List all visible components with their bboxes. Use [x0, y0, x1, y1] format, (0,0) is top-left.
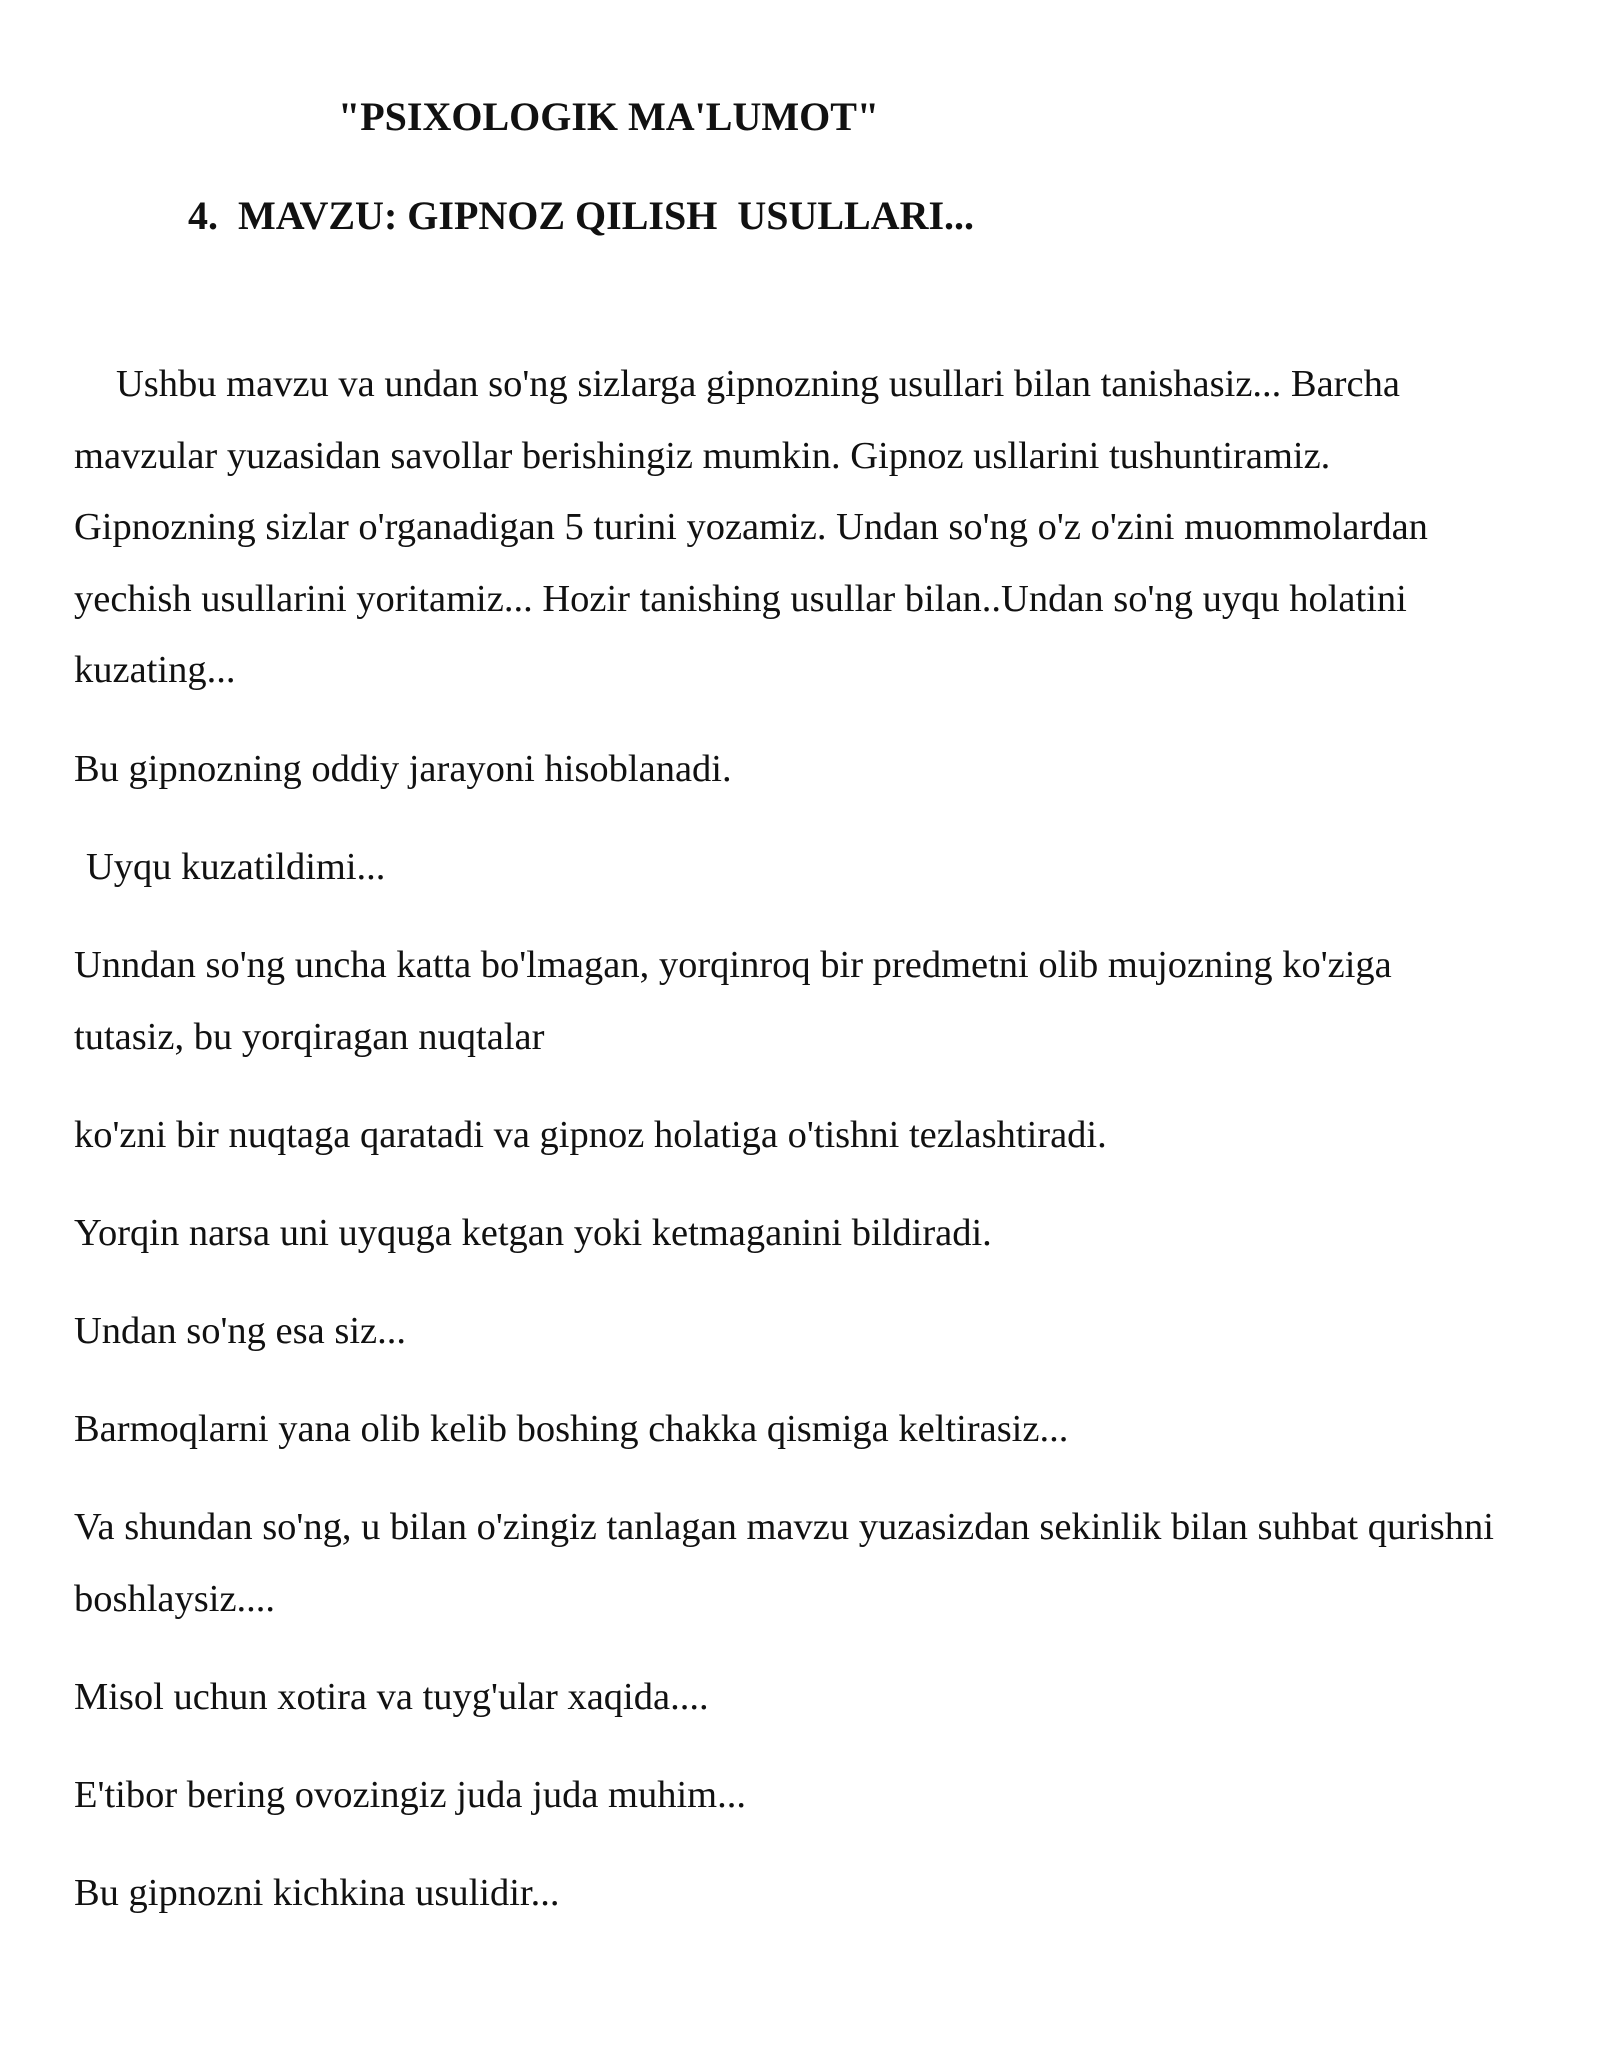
intro-paragraph: Ushbu mavzu va undan so'ng sizlarga gipnozning usullari bilan tanishasiz... Barcha mavzular yuzasidan savollar berishingiz mumkin. Gipnoz usllarini tushuntiramiz. Gipnozning sizlar o'rganadigan 5 turini yozamiz. Undan so'ng o'z o'zini muommolardan yechish usullarini yoritamiz... Hozir tanishing usullar bilan..Undan so'ng uyqu holatini kuzating... [74, 363, 1428, 691]
paragraph-next-step: Undan so'ng esa siz... [74, 1310, 406, 1352]
paragraph-voice: E'tibor bering ovozingiz juda juda muhim... [74, 1774, 747, 1816]
paragraph-eye-focus: ko'zni bir nuqtaga qaratadi va gipnoz holatiga o'tishni tezlashtiradi. [74, 1114, 1107, 1156]
paragraph-example: Misol uchun xotira va tuyg'ular xaqida.... [74, 1676, 709, 1718]
paragraph-process: Bu gipnozning oddiy jarayoni hisoblanadi. [74, 748, 732, 790]
paragraph-bright-object: Unndan so'ng uncha katta bo'lmagan, yorqinroq bir predmetni olib mujozning ko'ziga tutasiz, bu yorqiragan nuqtalar [74, 944, 1392, 1058]
paragraph-sleep-question: Uyqu kuzatildimi... [86, 846, 386, 888]
paragraph-conclusion: Bu gipnozni kichkina usulidir... [74, 1872, 560, 1914]
document-title: "PSIXOLOGIK MA'LUMOT" [338, 94, 880, 139]
topic-heading: 4. MAVZU: GIPNOZ QILISH USULLARI... [188, 193, 975, 238]
paragraph-bright-thing: Yorqin narsa uni uyquga ketgan yoki ketmaganini bildiradi. [74, 1212, 992, 1254]
paragraph-fingers: Barmoqlarni yana olib kelib boshing chakka qismiga keltirasiz... [74, 1408, 1069, 1450]
paragraph-conversation: Va shundan so'ng, u bilan o'zingiz tanlagan mavzu yuzasizdan sekinlik bilan suhbat qurishni boshlaysiz.... [74, 1506, 1494, 1620]
